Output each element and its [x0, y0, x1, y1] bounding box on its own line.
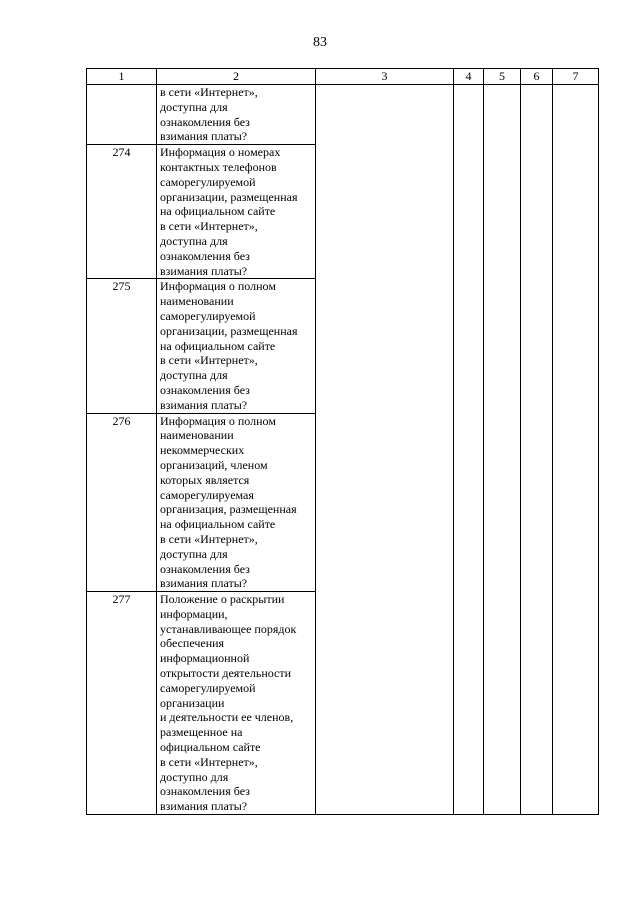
- description-line: контактных телефонов: [160, 159, 277, 174]
- description-line: некоммерческих: [160, 443, 245, 458]
- description-line: организации, размещенная: [160, 189, 298, 204]
- empty-cell: [553, 592, 599, 815]
- description-line: на официальном сайте: [160, 204, 276, 219]
- description-line: наименовании: [160, 294, 234, 309]
- description-line: ознакомления без: [160, 248, 250, 263]
- description-line: официальном сайте: [160, 740, 261, 755]
- description-line: и деятельности ее членов,: [160, 710, 294, 725]
- description-line: взимания платы?: [160, 799, 248, 814]
- checklist-table: [86, 68, 599, 815]
- row-number: 274: [87, 145, 157, 279]
- description-line: доступна для: [160, 368, 228, 383]
- description-line: доступно для: [160, 769, 229, 784]
- description-line: саморегулируемой: [160, 680, 256, 695]
- empty-cell: [484, 279, 521, 413]
- empty-cell: [316, 145, 454, 279]
- description-line: в сети «Интернет»,: [160, 531, 258, 546]
- empty-cell: [484, 85, 521, 145]
- column-header: 1: [87, 69, 157, 85]
- description-line: ознакомления без: [160, 784, 250, 799]
- description-line: на официальном сайте: [160, 338, 276, 353]
- empty-cell: [454, 592, 484, 815]
- column-header: 7: [553, 69, 599, 85]
- description-line: в сети «Интернет»,: [160, 85, 258, 99]
- description-line: саморегулируемой: [160, 174, 256, 189]
- row-number: 277: [87, 592, 157, 815]
- table-row: [87, 413, 599, 592]
- empty-cell: [316, 413, 454, 592]
- empty-cell: [454, 413, 484, 592]
- row-number: 276: [87, 413, 157, 592]
- description-line: доступна для: [160, 546, 228, 561]
- description-line: в сети «Интернет»,: [160, 353, 258, 368]
- table-row: [87, 279, 599, 413]
- empty-cell: [484, 413, 521, 592]
- empty-cell: [553, 413, 599, 592]
- empty-cell: [484, 145, 521, 279]
- description-line: устанавливающее порядок: [160, 621, 297, 636]
- column-header: 3: [316, 69, 454, 85]
- description-line: Положение о раскрытии: [160, 592, 285, 607]
- description-line: Информация о полном: [160, 413, 276, 428]
- empty-cell: [521, 592, 553, 815]
- empty-cell: [521, 279, 553, 413]
- column-header: 5: [484, 69, 521, 85]
- column-header: 6: [521, 69, 553, 85]
- description-line: доступна для: [160, 99, 228, 114]
- description-line: информации,: [160, 606, 228, 621]
- empty-cell: [521, 145, 553, 279]
- description-line: взимания платы?: [160, 263, 248, 278]
- row-description: [157, 85, 316, 145]
- description-line: на официальном сайте: [160, 517, 276, 532]
- description-line: размещенное на: [160, 725, 243, 740]
- description-line: взимания платы?: [160, 576, 248, 591]
- description-line: саморегулируемая: [160, 487, 254, 502]
- description-line: доступна для: [160, 233, 228, 248]
- column-header: 2: [157, 69, 316, 85]
- description-line: взимания платы?: [160, 129, 248, 144]
- table-row: [87, 592, 599, 815]
- empty-cell: [553, 85, 599, 145]
- empty-cell: [553, 145, 599, 279]
- row-number: 275: [87, 279, 157, 413]
- row-description: [157, 413, 316, 592]
- page-number: 83: [313, 35, 327, 50]
- description-line: наименовании: [160, 428, 234, 443]
- description-line: открытости деятельности: [160, 666, 292, 681]
- table-row: [87, 145, 599, 279]
- description-line: обеспечения: [160, 636, 225, 651]
- description-line: информационной: [160, 651, 250, 666]
- empty-cell: [454, 145, 484, 279]
- description-line: организации: [160, 695, 225, 710]
- description-line: Информация о номерах: [160, 145, 281, 160]
- description-line: организация, размещенная: [160, 502, 297, 517]
- empty-cell: [484, 592, 521, 815]
- empty-cell: [521, 413, 553, 592]
- empty-cell: [553, 279, 599, 413]
- column-header: 4: [454, 69, 484, 85]
- empty-cell: [316, 592, 454, 815]
- description-line: саморегулируемой: [160, 308, 256, 323]
- empty-cell: [454, 279, 484, 413]
- row-description: [157, 279, 316, 413]
- description-line: взимания платы?: [160, 397, 248, 412]
- table-row: [87, 85, 599, 145]
- description-line: ознакомления без: [160, 561, 250, 576]
- header-row: [87, 69, 599, 85]
- row-description: [157, 145, 316, 279]
- description-line: в сети «Интернет»,: [160, 754, 258, 769]
- row-description: [157, 592, 316, 815]
- description-line: которых является: [160, 472, 250, 487]
- empty-cell: [316, 279, 454, 413]
- description-line: ознакомления без: [160, 382, 250, 397]
- empty-cell: [521, 85, 553, 145]
- empty-cell: [316, 85, 454, 145]
- description-line: в сети «Интернет»,: [160, 219, 258, 234]
- description-line: организаций, членом: [160, 457, 268, 472]
- description-line: Информация о полном: [160, 279, 276, 294]
- description-line: организации, размещенная: [160, 323, 298, 338]
- empty-cell: [454, 85, 484, 145]
- description-line: ознакомления без: [160, 114, 250, 129]
- row-number: [87, 85, 157, 145]
